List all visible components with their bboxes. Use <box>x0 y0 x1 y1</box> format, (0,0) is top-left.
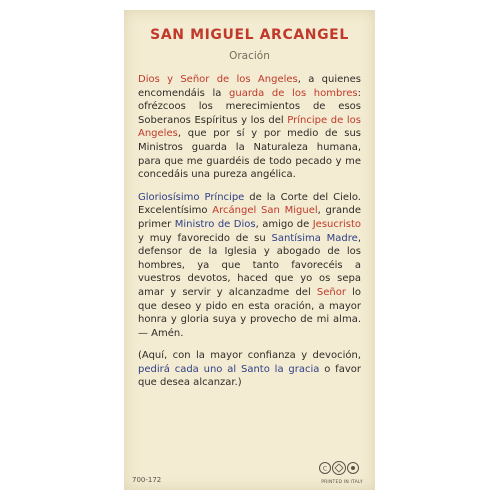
card-title: SAN MIGUEL ARCANGEL <box>150 27 349 43</box>
text-segment: o favor que desea alcanzar.) <box>138 363 361 389</box>
highlight-blue: Ministro de Dios <box>174 218 256 230</box>
text-segment: lo que deseo y pido en esta oración, a mayor honra y gloria suya y provecho de mi alma. — Amén. <box>138 286 361 339</box>
prayer-paragraph-2 <box>138 191 361 341</box>
made-in-label: PRINTED IN ITALY <box>321 480 363 485</box>
publisher-logo-icon <box>317 460 361 476</box>
text-segment: : ofrézcoos los merecimientos de esos Soberanos Espíritus y los del <box>138 87 361 126</box>
highlight-red: Arcángel San Miguel <box>212 205 318 217</box>
card-subtitle: Oración <box>229 50 270 62</box>
prayer-card <box>124 10 375 490</box>
text-segment: de la Corte del Cielo. Excelentísimo <box>138 191 361 217</box>
highlight-red: Dios y Señor de los Angeles <box>138 74 298 85</box>
svg-text:C: C <box>322 465 328 473</box>
prayer-paragraph-3 <box>138 349 361 390</box>
highlight-blue: pedirá cada uno al Santo la gracia <box>138 363 320 375</box>
text-segment: , que por sí y por medio de sus Ministros guarda la Naturaleza humana, para que me guardéis de todo pecado y me concedáis una pureza angélica. <box>138 128 361 181</box>
prayer-paragraph-1 <box>138 73 361 182</box>
highlight-blue: Santísima Madre <box>271 232 358 244</box>
highlight-red: Señor <box>316 286 346 298</box>
text-segment: (Aquí, con la mayor confianza y devoción, <box>138 350 361 362</box>
highlight-red: Príncipe de los Angeles <box>138 114 361 140</box>
highlight-red: guarda de los hombres <box>229 87 358 99</box>
text-segment: , amigo de <box>255 218 313 230</box>
text-segment: , a quienes encomendáis la <box>138 74 361 99</box>
text-segment: y muy favorecido de su <box>138 232 272 244</box>
highlight-red: Jesucristo <box>312 218 362 230</box>
card-code: 700-172 <box>132 476 162 484</box>
text-segment: , defensor de la Iglesia y abogado de los hombres, ya que tanto favorecéis a vuestros devotos, haced que yo os sepa amar y servir y alcanzadme del <box>138 232 361 298</box>
text-segment: , grande primer <box>138 205 361 230</box>
highlight-blue: Gloriosísimo Príncipe <box>138 191 245 203</box>
